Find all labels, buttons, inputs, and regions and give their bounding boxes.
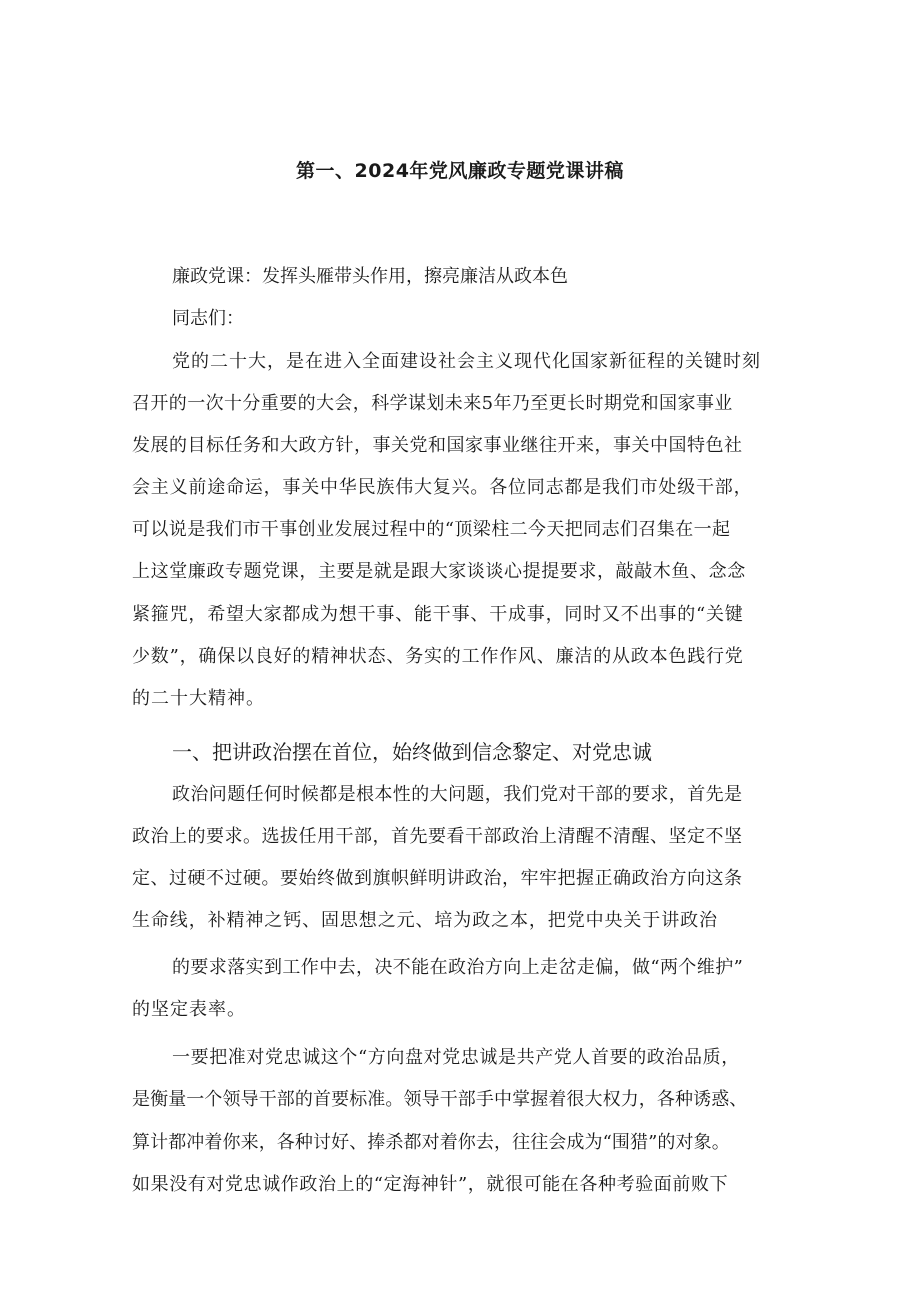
paragraph-line: 的二十大精神。 <box>132 688 265 709</box>
paragraph-line: 政治问题任何时候都是根本性的大问题，我们党对干部的要求，首先是 <box>172 784 743 805</box>
paragraph-line: 召开的一次十分重要的大会，科学谋划未来5年乃至更长时期党和国家事业 <box>132 393 733 414</box>
paragraph-line: 政治上的要求。选拔任用干部，首先要看干部政治上清醒不清醒、坚定不坚 <box>132 826 743 847</box>
paragraph-line: 的要求落实到工作中去，决不能在政治方向上走岔走偏，做“两个维护” <box>172 957 744 978</box>
paragraph-line: 可以说是我们市干事创业发展过程中的“顶梁柱二今天把同志们召集在一起 <box>132 519 731 540</box>
section-heading: 一、把讲政治摆在首位，始终做到信念黎定、对党忠诚 <box>172 740 652 764</box>
subtitle: 廉政党课：发挥头雁带头作用，擦亮廉洁从政本色 <box>172 266 568 287</box>
paragraph-line: 算计都冲着你来，各种讨好、捧杀都对着你去，往往会成为“围猎”的对象。 <box>132 1132 730 1153</box>
salutation: 同志们： <box>172 308 244 329</box>
paragraph-line: 的坚定表率。 <box>132 999 246 1020</box>
paragraph-line: 生命线，补精神之钙、固思想之元、培为政之本，把党中央关于讲政治 <box>132 910 718 931</box>
paragraph-line: 紧箍咒，希望大家都成为想干事、能干事、干成事，同时又不出事的“关键 <box>132 604 744 625</box>
paragraph-line: 是衡量一个领导干部的首要标准。领导干部手中掌握着很大权力，各种诱惑、 <box>132 1089 748 1110</box>
paragraph-line: 一要把准对党忠诚这个“方向盘对党忠诚是共产党人首要的政治品质， <box>172 1047 740 1068</box>
paragraph-line: 党的二十大，是在进入全面建设社会主义现代化国家新征程的关键时刻 <box>172 351 761 372</box>
paragraph-line: 会主义前途命运，事关中华民族伟大复兴。各位同志都是我们市处级干部， <box>132 477 753 498</box>
paragraph-line: 上这堂廉政专题党课，主要是就是跟大家谈谈心提提要求，敲敲木鱼、念念 <box>132 561 746 582</box>
paragraph-line: 定、过硬不过硬。要始终做到旗帜鲜明讲政治，牢牢把握正确政治方向这条 <box>132 868 743 889</box>
paragraph-line: 如果没有对党忠诚作政治上的“定海神针”，就很可能在各种考验面前败下 <box>132 1174 729 1195</box>
paragraph-line: 发展的目标任务和大政方针，事关党和国家事业继往开来，事关中国特色社 <box>132 435 743 456</box>
paragraph-line: 少数”，确保以良好的精神状态、务实的工作作风、廉洁的从政本色践行党 <box>132 646 744 667</box>
document-title: 第一、2024年党风廉政专题党课讲稿 <box>296 160 624 182</box>
